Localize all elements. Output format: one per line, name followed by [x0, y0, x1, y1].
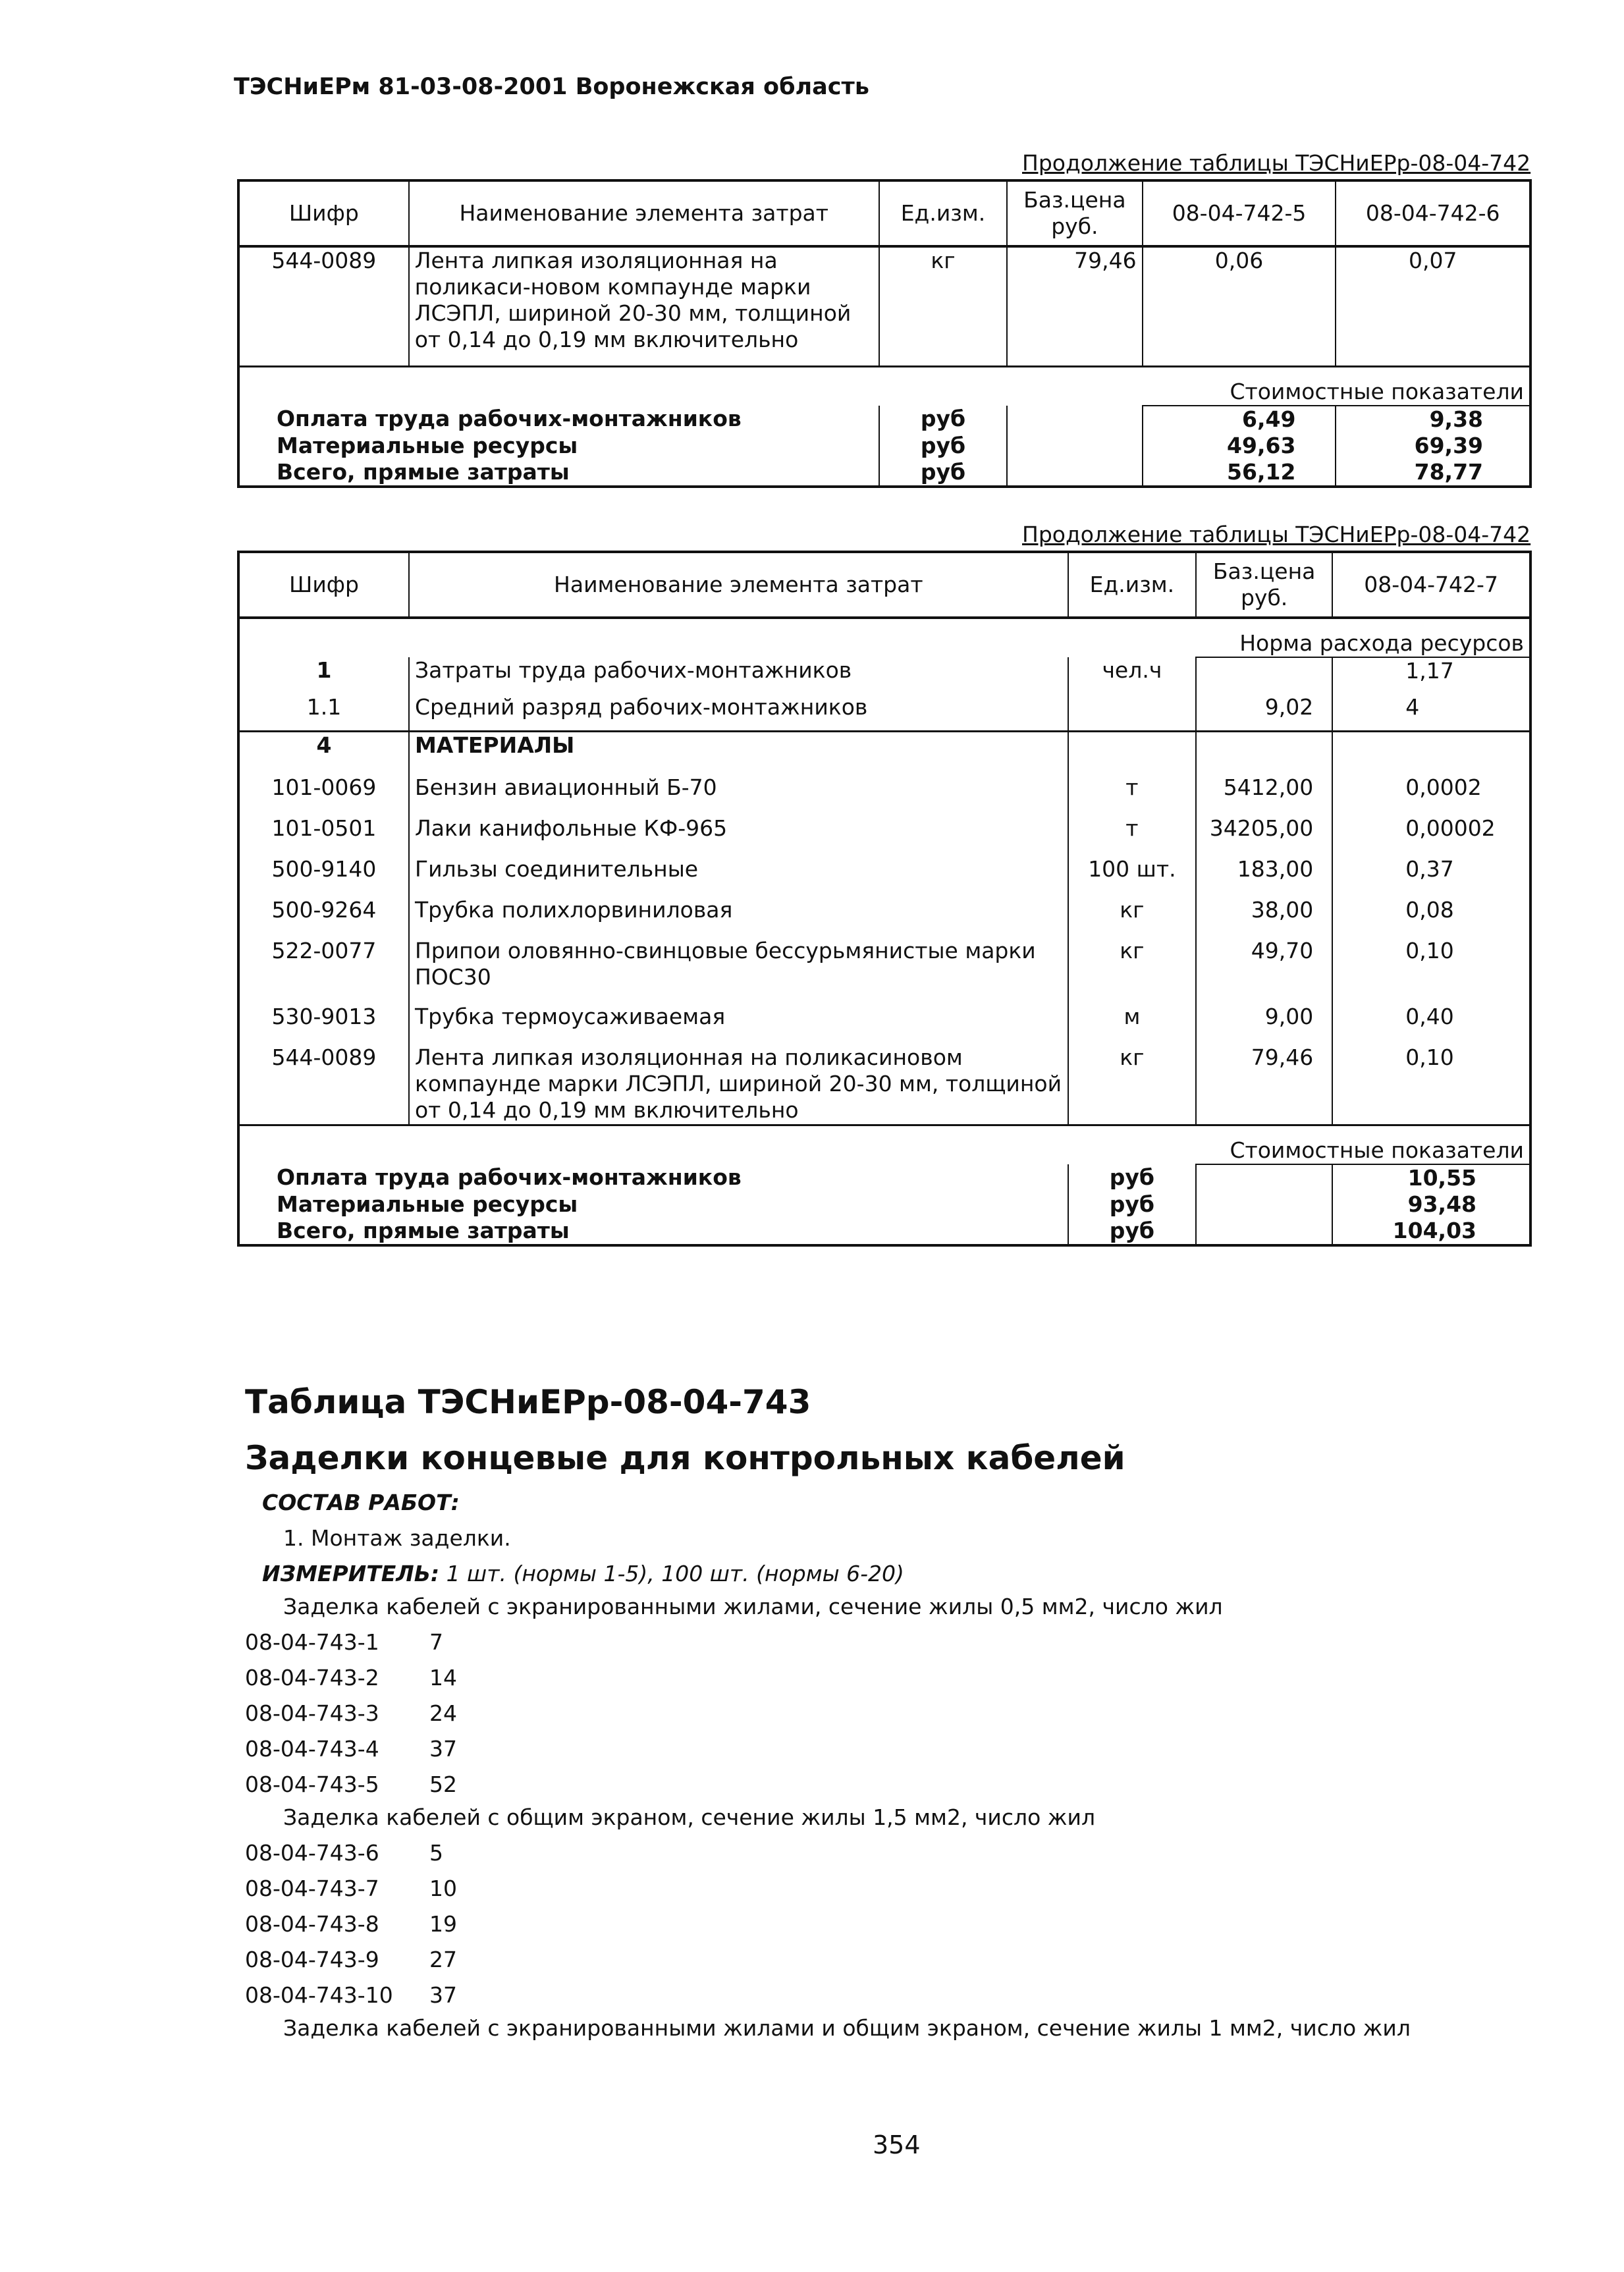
- row-price: 9,02: [1196, 694, 1332, 731]
- col-header-name: Наименование элемента затрат: [409, 552, 1068, 618]
- norm-code: 08-04-743-2: [245, 1665, 379, 1690]
- cost-table-2: [237, 551, 1532, 1247]
- row-value-6: 0,07: [1336, 246, 1530, 366]
- row-price: 183,00: [1196, 856, 1332, 897]
- wire-count: 52: [429, 1772, 457, 1797]
- total-unit: руб: [1068, 1191, 1196, 1218]
- row-name: МАТЕРИАЛЫ: [409, 731, 1068, 774]
- row-value-7: 0,0002: [1332, 774, 1530, 815]
- cost-section-label: Стоимостные показатели: [1196, 1125, 1530, 1164]
- row-code: 101-0501: [238, 815, 409, 856]
- row-price: 49,70: [1196, 938, 1332, 1004]
- list-item: [245, 1876, 457, 1901]
- list-item: [245, 1982, 457, 2008]
- norm-code: 08-04-743-6: [245, 1840, 379, 1866]
- col-header-code: Шифр: [238, 180, 409, 246]
- table-row: [238, 657, 1530, 694]
- composition-label: СОСТАВ РАБОТ:: [262, 1490, 460, 1515]
- total-value-6: 78,77: [1336, 459, 1530, 487]
- cost-table-1: [237, 179, 1532, 488]
- norm-code: 08-04-743-3: [245, 1700, 379, 1726]
- col-header-norm-7: 08-04-742-7: [1332, 552, 1530, 618]
- table-row: [238, 1004, 1530, 1044]
- page-number: 354: [873, 2130, 921, 2159]
- row-name: Припои оловянно-свинцовые бессурьмянистые марки ПОС30: [409, 938, 1068, 1004]
- row-unit: т: [1068, 815, 1196, 856]
- list-item: [245, 1736, 457, 1762]
- row-unit: [1068, 731, 1196, 774]
- total-unit: руб: [879, 406, 1007, 433]
- row-unit: [1068, 694, 1196, 731]
- row-name: Трубка термоусаживаемая: [409, 1004, 1068, 1044]
- wire-count: 7: [429, 1629, 443, 1655]
- group1-title: Заделка кабелей с экранированными жилами, сечение жилы 0,5 мм2, число жил: [283, 1594, 1223, 1619]
- totals-row: [238, 459, 1530, 487]
- table-row: [238, 246, 1530, 366]
- totals-row: [238, 406, 1530, 433]
- section-subtitle: Заделки концевые для контрольных кабелей: [245, 1439, 1125, 1477]
- group2-title: Заделка кабелей с общим экраном, сечение жилы 1,5 мм2, число жил: [283, 1804, 1096, 1830]
- list-item: [245, 1947, 457, 1972]
- wire-count: 14: [429, 1665, 457, 1690]
- row-code: 530-9013: [238, 1004, 409, 1044]
- row-code: 544-0089: [238, 1044, 409, 1125]
- total-value-5: 6,49: [1143, 406, 1336, 433]
- row-name: Лента липкая изоляционная на поликаси-новом компаунде марки ЛСЭПЛ, шириной 20-30 мм, толщиной от 0,14 до 0,19 мм включительно: [409, 246, 879, 366]
- table-row: [238, 731, 1530, 774]
- table-row: [238, 694, 1530, 731]
- row-unit: м: [1068, 1004, 1196, 1044]
- list-item: [245, 1911, 457, 1937]
- total-name: Всего, прямые затраты: [238, 459, 879, 487]
- meter-label: ИЗМЕРИТЕЛЬ:: [262, 1561, 440, 1586]
- total-value-7: 93,48: [1332, 1191, 1530, 1218]
- row-name: Трубка полихлорвиниловая: [409, 897, 1068, 938]
- row-value-7: 0,00002: [1332, 815, 1530, 856]
- row-code: 4: [238, 731, 409, 774]
- total-unit: руб: [879, 459, 1007, 487]
- total-unit: руб: [879, 433, 1007, 459]
- list-item: [245, 1629, 443, 1655]
- row-price: [1196, 657, 1332, 694]
- wire-count: 27: [429, 1947, 457, 1972]
- row-unit: кг: [1068, 938, 1196, 1004]
- row-price: [1196, 731, 1332, 774]
- table-row: [238, 1044, 1530, 1125]
- table2-continuation: Продолжение таблицы ТЭСНиЕРр-08-04-742: [1022, 522, 1531, 547]
- row-name: Гильзы соединительные: [409, 856, 1068, 897]
- table-row: [238, 938, 1530, 1004]
- totals-row: [238, 1218, 1530, 1245]
- row-value-7: 4: [1332, 694, 1530, 731]
- total-unit: руб: [1068, 1218, 1196, 1245]
- wire-count: 10: [429, 1876, 457, 1901]
- row-unit: т: [1068, 774, 1196, 815]
- col-header-norm-5: 08-04-742-5: [1143, 180, 1336, 246]
- row-code: 1: [238, 657, 409, 694]
- row-value-7: 0,40: [1332, 1004, 1530, 1044]
- page-header: ТЭСНиЕРм 81-03-08-2001 Воронежская область: [234, 74, 869, 100]
- table-row: [238, 815, 1530, 856]
- row-price: 5412,00: [1196, 774, 1332, 815]
- norm-code: 08-04-743-5: [245, 1772, 379, 1797]
- col-header-norm-6: 08-04-742-6: [1336, 180, 1530, 246]
- norm-code: 08-04-743-4: [245, 1736, 379, 1762]
- totals-row: [238, 1164, 1530, 1191]
- section-title: Таблица ТЭСНиЕРр-08-04-743: [245, 1383, 811, 1421]
- row-code: 522-0077: [238, 938, 409, 1004]
- wire-count: 37: [429, 1736, 457, 1762]
- row-value-7: 0,08: [1332, 897, 1530, 938]
- row-value-7: 0,10: [1332, 938, 1530, 1004]
- row-name: Затраты труда рабочих-монтажников: [409, 657, 1068, 694]
- wire-count: 5: [429, 1840, 443, 1866]
- total-name: Материальные ресурсы: [238, 433, 879, 459]
- col-header-unit: Ед.изм.: [879, 180, 1007, 246]
- norm-code: 08-04-743-8: [245, 1911, 379, 1937]
- norm-code: 08-04-743-1: [245, 1629, 379, 1655]
- total-name: Материальные ресурсы: [238, 1191, 1068, 1218]
- table1-continuation: Продолжение таблицы ТЭСНиЕРр-08-04-742: [1022, 150, 1531, 176]
- composition-item: 1. Монтаж заделки.: [283, 1525, 511, 1551]
- table-row: [238, 897, 1530, 938]
- row-name: Бензин авиационный Б-70: [409, 774, 1068, 815]
- wire-count: 19: [429, 1911, 457, 1937]
- total-value-6: 9,38: [1336, 406, 1530, 433]
- wire-count: 37: [429, 1982, 457, 2008]
- row-name: Средний разряд рабочих-монтажников: [409, 694, 1068, 731]
- list-item: [245, 1840, 443, 1866]
- col-header-name: Наименование элемента затрат: [409, 180, 879, 246]
- row-unit: кг: [1068, 897, 1196, 938]
- table-row: [238, 774, 1530, 815]
- row-name: Лаки канифольные КФ-965: [409, 815, 1068, 856]
- row-price: 34205,00: [1196, 815, 1332, 856]
- col-header-price: Баз.цена руб.: [1007, 180, 1143, 246]
- total-value-5: 49,63: [1143, 433, 1336, 459]
- group3-title: Заделка кабелей с экранированными жилами и общим экраном, сечение жилы 1 мм2, число жил: [283, 2015, 1411, 2041]
- row-value-7: 1,17: [1332, 657, 1530, 694]
- row-code: 1.1: [238, 694, 409, 731]
- meter-line: [262, 1561, 904, 1586]
- list-item: [245, 1700, 457, 1726]
- total-value-5: 56,12: [1143, 459, 1336, 487]
- row-code: 500-9264: [238, 897, 409, 938]
- row-price: 9,00: [1196, 1004, 1332, 1044]
- row-value-7: [1332, 731, 1530, 774]
- total-value-7: 10,55: [1332, 1164, 1530, 1191]
- table-row: [238, 856, 1530, 897]
- row-value-7: 0,37: [1332, 856, 1530, 897]
- total-unit: руб: [1068, 1164, 1196, 1191]
- total-name: Всего, прямые затраты: [238, 1218, 1068, 1245]
- row-code: 544-0089: [238, 246, 409, 366]
- norm-section-label: Норма расхода ресурсов: [1196, 618, 1530, 657]
- total-value-7: 104,03: [1332, 1218, 1530, 1245]
- row-price: 79,46: [1007, 246, 1143, 366]
- norm-code: 08-04-743-10: [245, 1982, 393, 2008]
- row-code: 101-0069: [238, 774, 409, 815]
- col-header-code: Шифр: [238, 552, 409, 618]
- row-unit: чел.ч: [1068, 657, 1196, 694]
- cost-section-label: Стоимостные показатели: [1143, 366, 1530, 406]
- norm-code: 08-04-743-7: [245, 1876, 379, 1901]
- row-unit: 100 шт.: [1068, 856, 1196, 897]
- list-item: [245, 1665, 457, 1690]
- total-name: Оплата труда рабочих-монтажников: [238, 1164, 1068, 1191]
- col-header-unit: Ед.изм.: [1068, 552, 1196, 618]
- row-unit: кг: [1068, 1044, 1196, 1125]
- wire-count: 24: [429, 1700, 457, 1726]
- norm-code: 08-04-743-9: [245, 1947, 379, 1972]
- total-name: Оплата труда рабочих-монтажников: [238, 406, 879, 433]
- total-value-6: 69,39: [1336, 433, 1530, 459]
- row-unit: кг: [879, 246, 1007, 366]
- list-item: [245, 1772, 457, 1797]
- row-code: 500-9140: [238, 856, 409, 897]
- row-value-5: 0,06: [1143, 246, 1336, 366]
- row-price: 38,00: [1196, 897, 1332, 938]
- col-header-price: Баз.цена руб.: [1196, 552, 1332, 618]
- row-price: 79,46: [1196, 1044, 1332, 1125]
- row-name: Лента липкая изоляционная на поликасиновом компаунде марки ЛСЭПЛ, шириной 20-30 мм, толщиной от 0,14 до 0,19 мм включительно: [409, 1044, 1068, 1125]
- row-value-7: 0,10: [1332, 1044, 1530, 1125]
- totals-row: [238, 1191, 1530, 1218]
- meter-value: 1 шт. (нормы 1-5), 100 шт. (нормы 6-20): [446, 1561, 904, 1586]
- totals-row: [238, 433, 1530, 459]
